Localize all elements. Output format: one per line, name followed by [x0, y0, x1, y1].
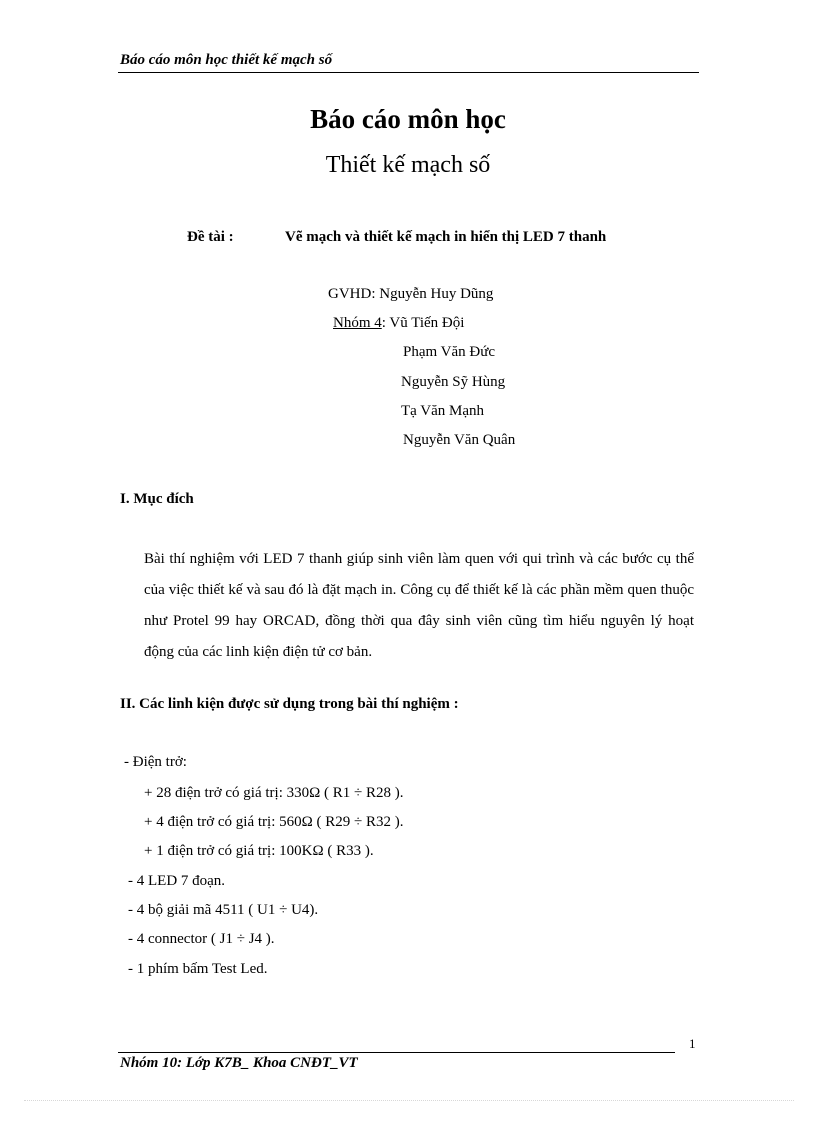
list-item: - Điện trở: — [124, 754, 187, 770]
report-title: Báo cáo môn học — [310, 104, 506, 134]
report-subtitle: Thiết kế mạch số — [325, 152, 491, 178]
topic-value: Vẽ mạch và thiết kế mạch in hiển thị LED 7 thanh — [285, 229, 607, 245]
list-item: - 4 LED 7 đoạn. — [128, 873, 226, 889]
topic-label: Đề tài : — [187, 229, 234, 245]
group-member: Phạm Văn Đức — [403, 344, 496, 360]
group-member: Tạ Văn Mạnh — [401, 403, 485, 419]
page-number: 1 — [689, 1036, 696, 1051]
footer-divider — [118, 1052, 675, 1053]
group-member: : Vũ Tiến Đội — [381, 315, 465, 331]
list-item: - 4 bộ giải mã 4511 ( U1 ÷ U4). — [128, 902, 319, 918]
group-member: Nguyễn Sỹ Hùng — [401, 374, 506, 390]
running-header: Báo cáo môn học thiết kế mạch số — [120, 52, 333, 68]
running-footer: Nhóm 10: Lớp K7B_ Khoa CNĐT_VT — [120, 1055, 358, 1071]
group-label: Nhóm 4 — [333, 315, 382, 331]
list-item: + 4 điện trở có giá trị: 560Ω ( R29 ÷ R32 ). — [144, 814, 404, 830]
list-item: + 28 điện trở có giá trị: 330Ω ( R1 ÷ R28 ). — [144, 785, 404, 801]
section-heading-components: II. Các linh kiện được sử dụng trong bài thí nghiệm : — [120, 696, 459, 712]
list-item: - 4 connector ( J1 ÷ J4 ). — [128, 931, 275, 947]
group-line — [333, 315, 464, 332]
list-item: + 1 điện trở có giá trị: 100KΩ ( R33 ). — [144, 843, 374, 859]
supervisor-line: GVHD: Nguyễn Huy Dũng — [328, 286, 494, 302]
list-item: - 1 phím bấm Test Led. — [128, 961, 268, 977]
page-edge-divider — [24, 1100, 794, 1101]
purpose-paragraph: Bài thí nghiệm với LED 7 thanh giúp sinh viên làm quen với qui trình và các bước cụ thể của việc thiết kế và sau đó là đặt mạch in. Công cụ để thiết kế là các phần mềm quen thuộc như Protel 99 hay ORCAD, đồng thời qua đây sinh viên cũng tìm hiểu nguyên lý hoạt động của các linh kiện điện tử cơ bản. — [144, 551, 694, 660]
group-member: Nguyễn Văn Quân — [403, 432, 516, 448]
section-heading-purpose: I. Mục đích — [120, 491, 194, 507]
header-divider — [118, 72, 699, 73]
